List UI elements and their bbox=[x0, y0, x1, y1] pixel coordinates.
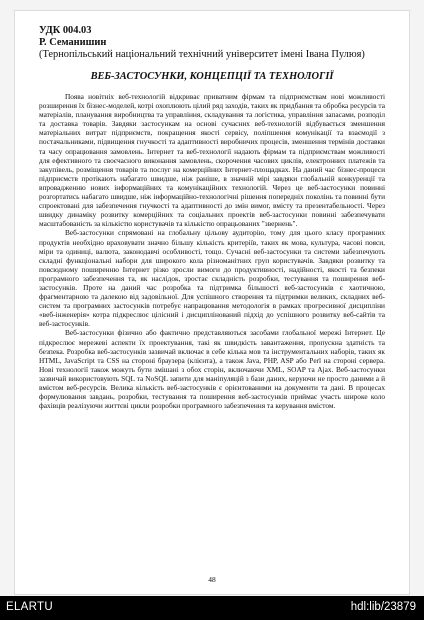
article-title: ВЕБ-ЗАСТОСУНКИ, КОНЦЕПЦІЇ ТА ТЕХНОЛОГІЇ bbox=[90, 71, 334, 82]
paragraph: Веб-застосунки фізично або фактично представляються засобами глобальної мережі Інтернет. Це підкреслює мережеві аспекти їх проектування, такі як швидкість завантаження, пропускна здатність та безпека. Розробка веб-застосунків зазвичай включає в себе кілька мов та інструментальних наборів, таких як HTML, JavaScript та CSS на стороні браузера (клієнта), а також Java, PHP, ASP або Perl на стороні сервера. Нові технології також можуть бути змішані з обох сторін, включаючи XML, SOAP та Ajax. Веб-застосунки зазвичай використовують SQL та NoSQL запити для маніпуляцій з бази даних, керуючи не просто даними а й вмістом веб-ресурсів. Велика кількість веб-застосунків є орієнтованими на документи та дані. В процесах формулювання завдань, розробки, тестування та поширення веб-застосунків приймає участь широке коло фахівців реалізуючи життєві цикли розробки програмного забезпечення та керування вмістом. bbox=[39, 328, 385, 411]
author-name: Р. Семанишин bbox=[39, 37, 107, 48]
repository-footer-bar bbox=[0, 596, 424, 620]
article-content bbox=[39, 25, 385, 410]
udk-code: УДК 004.03 bbox=[39, 25, 92, 36]
paragraph: Поява новітніх веб-технологій відкриває приватним фірмам та підприємствам нові можливості розширення їх бізнес-моделей, котрі охоплюють цілий ряд заходів, таких як придбання та обробка ресурсів та матеріалів, планування виробництва та управління, складування та логістика, управління запасами, розподіл та доставка товарів. Завдяки застосункам на основі сучасних веб-технологій відбувається зменшення матеріальних витрат підприємств, покращення якості сервісу, поліпшення комунікації та взаємодії з постачальниками, підвищення гнучкості та адаптивності виробничих процесів, зменшення термінів доставки та часу опрацювання замовлень. Інтернет та веб-технології надають фірмам та підприємствам можливості для ефективного та своєчасного виконання замовлень, скорочення часових циклів, електронних платежів та закупівель, розміщення товарів та послуг на комерційних Інтернет-площадках. На даний час бізнес-процеси підприємств протікають набагато швидше, ніж раніше, в значній мірі завдяки глобальній конкуренції та впровадженню нових інформаційних та комунікаційних технологій. Через це веб-застосунки повинні розгортатись набагато швидше, ніж інформаційно-технологічні рішення попередніх поколінь та повинні бути спроектовані для забезпечення гнучкості та адаптивності до змін вимог, вмісту та презентабельності. Через швидку динаміку розвитку комерційних та соціальних проектів веб-застосунки повинні забезпечувати масштабованість за кількістю користувачів та кількістю опрацьованих "звернень". bbox=[39, 92, 385, 229]
repository-name: ELARTU bbox=[6, 601, 53, 613]
handle-identifier[interactable]: hdl:lib/23879 bbox=[350, 601, 416, 613]
author-affiliation: (Тернопільський національний технічний університет імені Івана Пулюя) bbox=[39, 49, 365, 60]
paragraph: Веб-застосунки спрямовані на глобальну цільову аудиторію, тому для цього класу програмних продуктів необхідно враховувати значно більшу кількість критеріїв, таких як мова, культура, часові пояси, міри та одиниці, валюта, законодавчі особливості, тощо. Сучасні веб-застосунки та системи забезпечують складні функціональні набори для широкого кола різноманітних груп користувачів. Завдяки розвитку та повсюдному поширенню Інтернет різко зросли вимоги до продуктивності, надійності, якості та безпеки програмного забезпечення та, як наслідок, зростає складність розробки, тестування та поширення веб-застосунків. Проте на даний час розробка та підтримка більшості веб-застосунків є хаотичною, фрагментарною та далекою від задовільної. Для успішного створення та підтримки великих, складних веб-систем та програмних застосунків потребує напрацювання методологія в рамках прогресивної дисципліни «веб-інженерія» котра підкреслює цілісний і дисциплінований підхід до успішного розвитку веб-сайтів та веб-застосунків. bbox=[39, 228, 385, 329]
article-body bbox=[39, 92, 385, 410]
document-page bbox=[14, 10, 410, 595]
page-number: 48 bbox=[208, 575, 216, 584]
